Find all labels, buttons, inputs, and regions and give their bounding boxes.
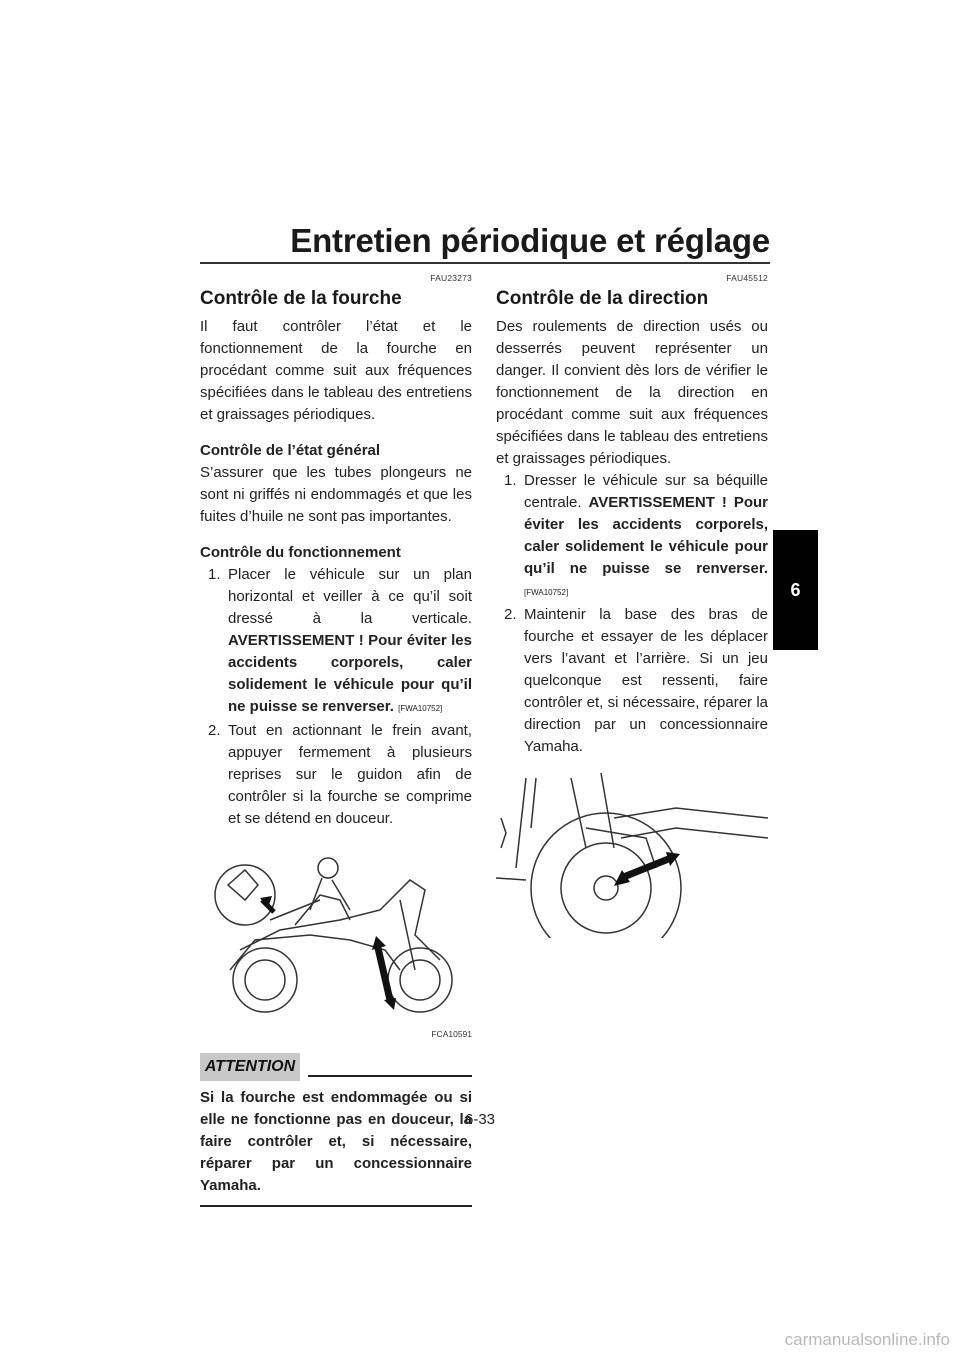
operation-steps	[200, 564, 472, 830]
attention-tag: ATTENTION	[200, 1053, 300, 1081]
attention-rule	[308, 1075, 472, 1077]
step-text: Tout en actionnant le frein avant, appuyer fermement à plusieurs reprises sur le guidon afin de contrôler si la fourche se comprime et se détend en douceur.	[228, 722, 472, 827]
step-number: 1.	[504, 472, 517, 489]
step-text: Placer le véhicule sur un plan horizontal et veiller à ce qu’il soit dressé à la verticale.	[228, 566, 472, 627]
list-item	[496, 470, 768, 604]
step-number: 1.	[208, 566, 221, 583]
header-rule	[200, 262, 770, 264]
watermark: carmanualsonline.info	[784, 1330, 950, 1349]
chapter-tab: 6	[773, 530, 818, 650]
list-item	[200, 564, 472, 720]
section-title: Contrôle de la fourche	[200, 288, 402, 309]
fork-check-illustration	[200, 840, 472, 1045]
warning-text: AVERTISSEMENT ! Pour éviter les accidents corporels, caler solidement le véhicule pour qu’il ne puisse se renverser.	[524, 494, 768, 577]
subheading-operation: Contrôle du fonctionnement	[200, 544, 401, 561]
steering-steps	[496, 470, 768, 758]
general-paragraph: S’assurer que les tubes plongeurs ne sont ni griffés ni endommagés et que les fuites d’huile ne sont pas importantes.	[200, 464, 472, 525]
left-column	[200, 272, 472, 1207]
steering-check-illustration	[496, 768, 768, 945]
motorcycle-illustration	[200, 840, 472, 1020]
intro-paragraph: Il faut contrôler l’état et le fonctionnement de la fourche en procédant comme suit aux fréquences spécifiées dans le tableau des entretiens et graissages périodiques.	[200, 318, 472, 423]
intro-paragraph: Des roulements de direction usés ou desserrés peuvent représenter un danger. Il convient dès lors de vérifier le fonctionnement de la direction en procédant comme suit aux fréquences spécifiées dans le tableau des entretiens et graissages périodiques.	[496, 318, 768, 467]
section-code: FAU45512	[726, 273, 768, 283]
step-text: Maintenir la base des bras de fourche et essayer de les déplacer vers l’avant et l’arrière. Si un jeu quelconque est ressenti, faire contrôler et, si nécessaire, réparer la direction par un concessionnaire Yamaha.	[524, 606, 768, 755]
section-title: Contrôle de la direction	[496, 288, 709, 309]
page-number: 6-33	[464, 1111, 496, 1128]
page-title: Entretien périodique et réglage	[290, 222, 770, 259]
attention-header	[200, 1053, 472, 1081]
illustration-code: FCA10591	[431, 1029, 472, 1039]
attention-text: Si la fourche est endommagée ou si elle ne fonctionne pas en douceur, la faire contrôler et, si nécessaire, réparer par un concessionnaire Yamaha.	[200, 1089, 472, 1194]
step-number: 2.	[208, 722, 221, 739]
list-item	[496, 604, 768, 758]
section-code: FAU23273	[430, 273, 472, 283]
step-text: Dresser le véhicule sur sa béquille centrale.	[524, 472, 768, 511]
warning-ref: [FWA10752]	[524, 588, 569, 597]
warning-text: AVERTISSEMENT ! Pour éviter les accidents corporels, caler solidement le véhicule pour qu’il ne puisse se renverser.	[228, 632, 472, 715]
warning-ref: [FWA10752]	[398, 704, 443, 713]
right-column	[496, 272, 768, 945]
step-number: 2.	[504, 606, 517, 623]
front-wheel-illustration	[496, 768, 768, 938]
list-item	[200, 720, 472, 830]
attention-end-rule	[200, 1205, 472, 1207]
subheading-general: Contrôle de l’état général	[200, 442, 381, 459]
